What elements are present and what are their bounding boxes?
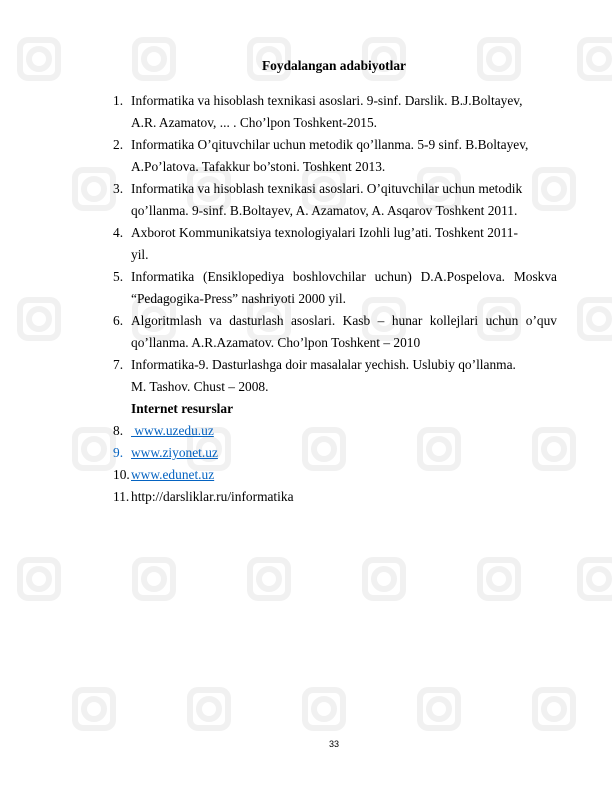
darsliklar-url: http://darsliklar.ru/informatika — [131, 489, 294, 504]
page-number: 33 — [328, 739, 339, 749]
reference-number: 7. — [113, 357, 124, 372]
reference-text-line2: A.R. Azamatov, ... . Cho’lpon Toshkent-2015. — [131, 115, 378, 130]
internet-resources-heading: Internet resurslar — [131, 401, 234, 416]
reference-text-line1: Axborot Kommunikatsiya texnologiyalari Izohli lug’ati. Toshkent 2011- — [131, 225, 518, 240]
reference-number: 11. — [113, 489, 130, 504]
reference-number: 6. — [113, 313, 124, 328]
reference-text-line2: qo’llanma. 9-sinf. B.Boltayev, A. Azamatov, A. Asqarov Toshkent 2011. — [131, 203, 518, 218]
reference-number: 5. — [113, 269, 124, 284]
reference-number: 3. — [113, 181, 124, 196]
reference-text-line1: Informatika O’qituvchilar uchun metodik qo’llanma. 5-9 sinf. B.Boltayev, — [131, 137, 529, 152]
reference-number: 4. — [113, 225, 124, 240]
reference-text-line1: Algoritmlash va dasturlash asoslari. Kasb – hunar kollejlari uchun o’quv — [131, 313, 557, 328]
reference-number: 9. — [113, 445, 124, 460]
references-title: Foydalangan adabiyotlar — [262, 58, 406, 73]
reference-text-line1: Informatika va hisoblash texnikasi asoslari. 9-sinf. Darslik. B.J.Boltayev, — [131, 93, 523, 108]
reference-text-line2: M. Tashov. Chust – 2008. — [131, 379, 269, 394]
reference-text-line2: A.Po’latova. Tafakkur bo’stoni. Toshkent 2013. — [131, 159, 386, 174]
reference-text-line2: yil. — [131, 247, 149, 262]
reference-text-line1: Informatika-9. Dasturlashga doir masalalar yechish. Uslubiy qo’llanma. — [131, 357, 516, 372]
reference-number: 2. — [113, 137, 124, 152]
reference-text-line2: “Pedagogika-Press” nashriyoti 2000 yil. — [131, 291, 346, 306]
reference-number: 10. — [113, 467, 130, 482]
reference-text-line1: Informatika (Ensiklopediya boshlovchilar uchun) D.A.Pospelova. Moskva — [131, 269, 557, 284]
reference-number: 1. — [113, 93, 124, 108]
reference-text-line2: qo’llanma. A.R.Azamatov. Cho’lpon Toshkent – 2010 — [131, 335, 421, 350]
uzedu-link[interactable]: www.uzedu.uz — [131, 423, 214, 438]
reference-text-line1: Informatika va hisoblash texnikasi asoslari. O’qituvchilar uchun metodik — [131, 181, 523, 196]
reference-number: 8. — [113, 423, 124, 438]
ziyonet-link[interactable]: www.ziyonet.uz — [131, 445, 218, 460]
edunet-link[interactable]: www.edunet.uz — [131, 467, 215, 482]
